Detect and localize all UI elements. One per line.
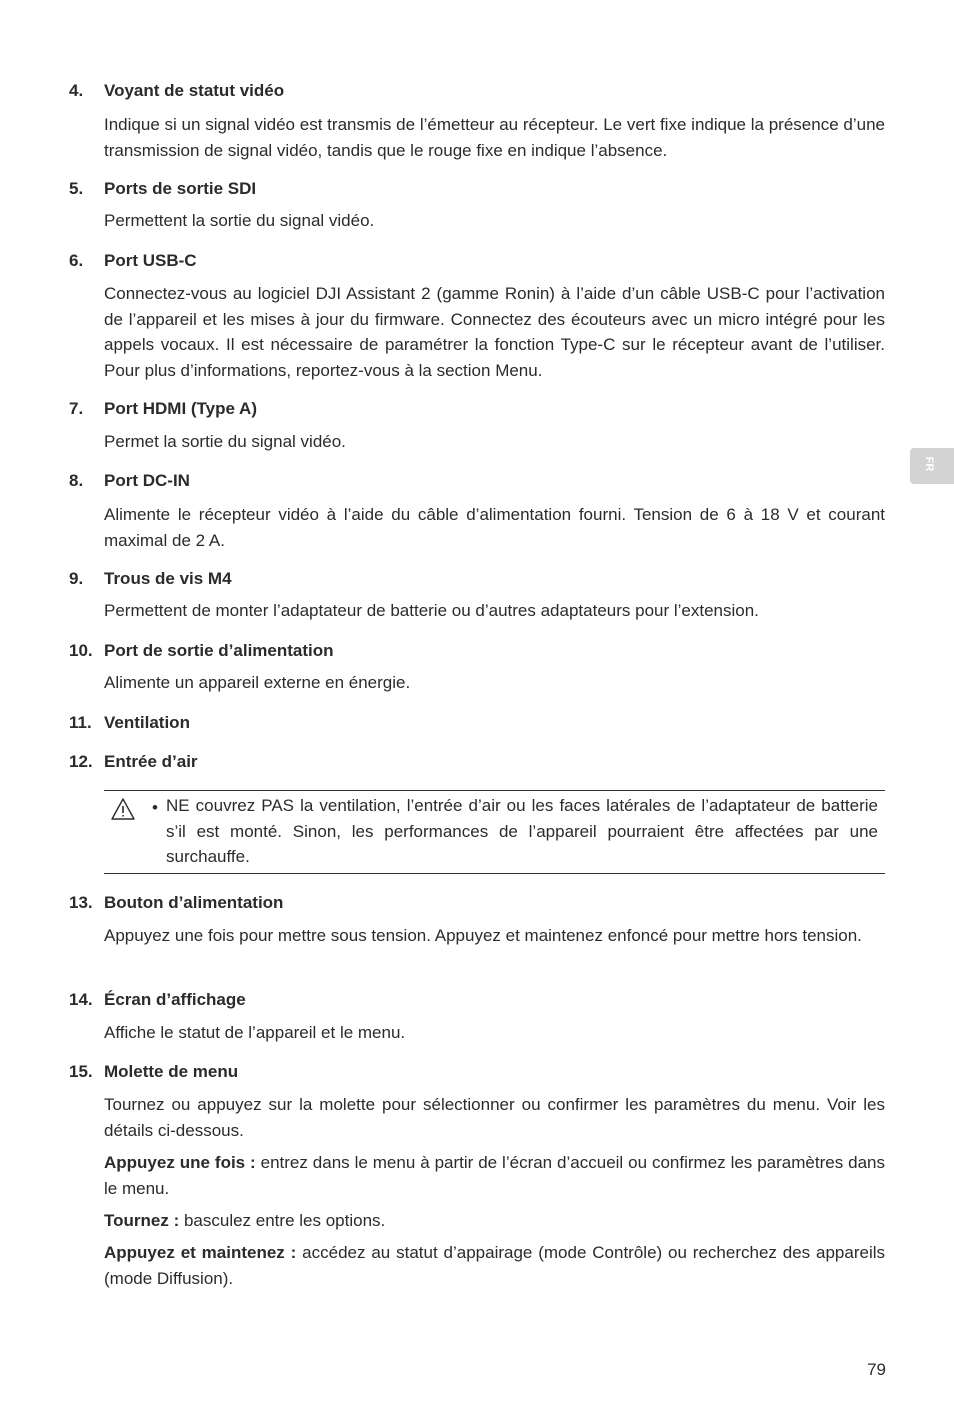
dial-detail-text: accédez au statut d’appairage (mode Contrôle) ou recherchez des appareils (mode Diffusion). [104,1243,885,1288]
item-number: 8. [69,471,84,490]
item-number: 9. [69,569,84,588]
dial-detail-rotate [104,1208,885,1234]
item-description: Affiche le statut de l’appareil et le menu. [104,1023,406,1042]
bullet: • [152,798,158,817]
item-description: Alimente le récepteur vidéo à l’aide du câble d’alimentation fourni. Tension de 6 à 18 V et courant maximal de 2 A. [104,505,885,550]
dial-detail-press [104,1150,885,1201]
item-title: Trous de vis M4 [104,569,232,588]
dial-detail-label: Appuyez une fois : [104,1153,256,1172]
dial-detail-hold [104,1240,885,1291]
item-description: Permettent la sortie du signal vidéo. [104,211,375,230]
dial-detail-text: basculez entre les options. [179,1211,386,1230]
item-title: Ports de sortie SDI [104,179,257,198]
dial-detail-label: Tournez : [104,1211,180,1230]
dial-detail-text: entrez dans le menu à partir de l’écran d’accueil ou confirmez les paramètres dans le menu. [104,1153,885,1198]
item-description: Connectez-vous au logiciel DJI Assistant 2 (gamme Ronin) à l’aide d’un câble USB-C pour l’activation de l’appareil et les mises à jour du firmware. Connectez des écouteurs avec un micro intégré pour les appels vocaux. Il est nécessaire de paramétrer la fonction Type-C sur le récepteur avant de l’utiliser. Pour plus d’informations, reportez-vous à la section Menu. [104,284,885,380]
item-number: 12. [69,752,93,771]
item-title: Voyant de statut vidéo [104,81,285,100]
language-tab-label: FR [923,456,935,472]
item-title: Écran d’affichage [104,990,246,1009]
dial-detail-label: Appuyez et maintenez : [104,1243,297,1262]
item-number: 7. [69,399,84,418]
language-tab [910,448,954,484]
warning-box [104,790,885,874]
item-description: Alimente un appareil externe en énergie. [104,673,411,692]
item-title: Port de sortie d’alimentation [104,641,334,660]
page-number: 79 [867,1360,886,1379]
item-title: Bouton d’alimentation [104,893,284,912]
item-description: Tournez ou appuyez sur la molette pour sélectionner ou confirmer les paramètres du menu. Voir les détails ci-dessous. [104,1095,885,1140]
item-number: 11. [69,713,92,732]
item-number: 14. [69,990,93,1009]
item-title: Ventilation [104,713,190,732]
item-number: 4. [69,81,84,100]
item-number: 6. [69,251,84,270]
item-description: Indique si un signal vidéo est transmis de l’émetteur au récepteur. Le vert fixe indique la présence d’une transmission de signal vidéo, tandis que le rouge fixe en indique l’absence. [104,115,885,160]
item-number: 5. [69,179,84,198]
item-title: Molette de menu [104,1062,239,1081]
item-description: Appuyez une fois pour mettre sous tension. Appuyez et maintenez enfoncé pour mettre hors tension. [104,926,862,945]
warning-triangle-icon [110,797,136,821]
item-title: Port USB-C [104,251,197,270]
item-number: 15. [69,1062,93,1081]
item-number: 10. [69,641,93,660]
item-title: Port DC-IN [104,471,190,490]
item-description: Permet la sortie du signal vidéo. [104,432,346,451]
item-title: Entrée d’air [104,752,198,771]
warning-text: NE couvrez PAS la ventilation, l’entrée d’air ou les faces latérales de l’adaptateur de batterie s’il est monté. Sinon, les performances de l’appareil pourraient être affectées par une surchauffe. [166,796,878,866]
item-title: Port HDMI (Type A) [104,399,257,418]
item-number: 13. [69,893,93,912]
item-description: Permettent de monter l’adaptateur de batterie ou d’autres adaptateurs pour l’extension. [104,601,759,620]
